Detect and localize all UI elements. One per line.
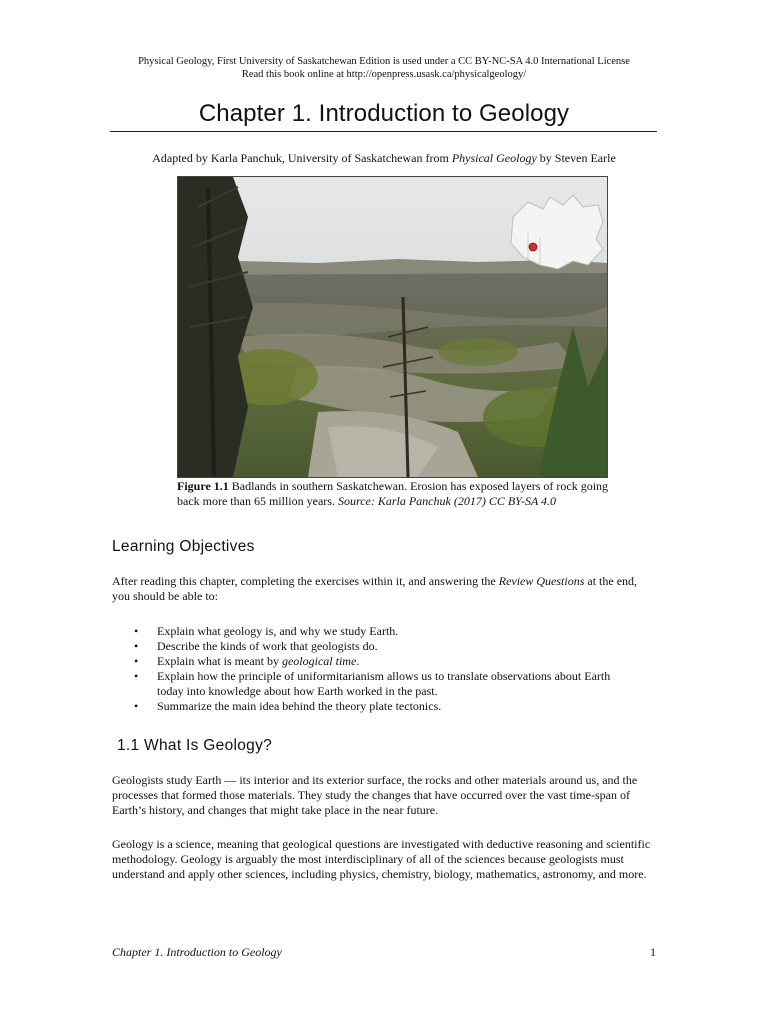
title-rule	[110, 131, 657, 132]
objective-text: Describe the kinds of work that geologists do.	[157, 639, 378, 653]
figure-caption	[177, 479, 617, 509]
list-item	[134, 639, 634, 654]
intro-after: at the end, you should be able to:	[112, 574, 638, 603]
review-questions-ref: Review Questions	[498, 574, 585, 588]
figure-text: Badlands in southern Saskatchewan. Erosion has exposed layers of rock going back more than 65 million years.	[177, 479, 609, 508]
bullet: •	[134, 669, 139, 683]
adapted-by-line	[0, 151, 768, 166]
page-number: 1	[650, 945, 656, 959]
bullet: •	[134, 624, 139, 638]
adapted-suffix: by Steven Earle	[536, 151, 616, 165]
objective-after: .	[356, 654, 360, 668]
badlands-photo	[177, 176, 608, 478]
bullet: •	[134, 654, 139, 668]
adapted-book-title: Physical Geology	[451, 151, 537, 165]
section-1-1-paragraph-2: Geology is a science, meaning that geological questions are investigated with deductive reasoning and scientific methodology. Geology is arguably the most interdisciplinary of all of the sciences because geologists must understand and apply other sciences, including physics, chemistry, biology, mathematics, astronomy, and more.	[112, 837, 651, 881]
license-line-2: Read this book online at http://openpress.usask.ca/physicalgeology/	[241, 69, 527, 80]
figure-source: Source: Karla Panchuk (2017) CC BY-SA 4.0	[337, 494, 557, 508]
bullet: •	[134, 639, 139, 653]
objective-text: Explain what geology is, and why we study Earth.	[157, 624, 399, 638]
list-item	[134, 624, 634, 639]
adapted-prefix: Adapted by Karla Panchuk, University of Saskatchewan from	[152, 151, 452, 165]
list-item	[134, 699, 634, 714]
page-footer	[112, 945, 656, 960]
section-1-1-heading: 1.1 What Is Geology?	[117, 737, 273, 754]
figure-label: Figure 1.1	[177, 479, 229, 493]
location-pin-icon	[529, 243, 537, 251]
list-item	[134, 654, 634, 669]
objective-em: geological time	[281, 654, 357, 668]
license-notice	[0, 55, 768, 81]
objective-text: Explain what is meant by	[157, 654, 282, 668]
canada-map-icon	[511, 195, 603, 269]
bullet: •	[134, 699, 139, 713]
footer-chapter-title: Chapter 1. Introduction to Geology	[112, 945, 282, 959]
intro-before: After reading this chapter, completing the exercises within it, and answering the	[112, 574, 499, 588]
section-1-1-paragraph-1: Geologists study Earth — its interior and its exterior surface, the rocks and other materials around us, and the processes that formed those materials. They study the changes that have occurred over the vast time-span of Earth’s history, and changes that might take place in the near future.	[112, 773, 638, 817]
chapter-title: Chapter 1. Introduction to Geology	[198, 100, 570, 127]
list-item	[134, 669, 634, 699]
learning-objectives-heading: Learning Objectives	[112, 538, 255, 555]
objectives-list	[134, 624, 634, 714]
learning-objectives-intro	[112, 574, 652, 604]
license-line-1: Physical Geology, First University of Saskatchewan Edition is used under a CC BY-NC-SA 4.0 International License	[138, 56, 630, 67]
objective-text: Explain how the principle of uniformitarianism allows us to translate observations about Earth today into knowledge about how Earth worked in the past.	[157, 669, 611, 698]
objective-text: Summarize the main idea behind the theory plate tectonics.	[157, 699, 442, 713]
